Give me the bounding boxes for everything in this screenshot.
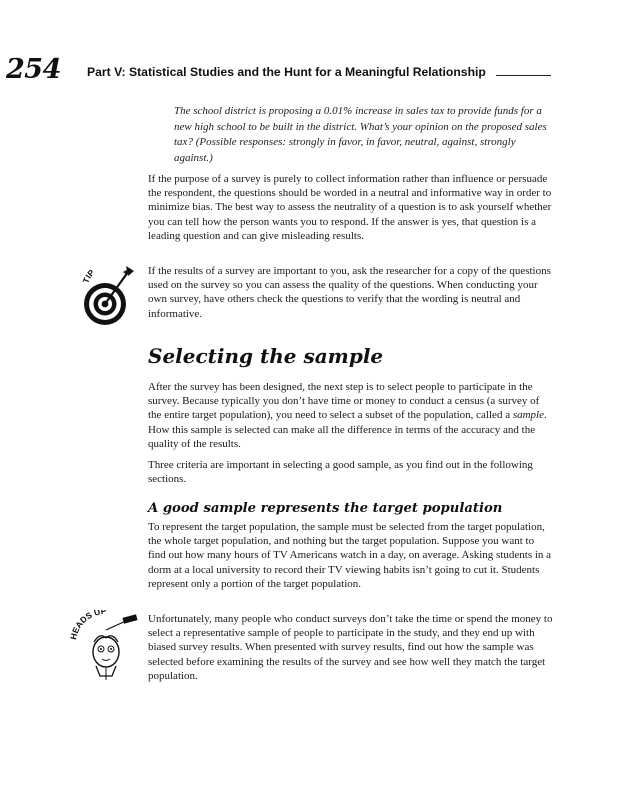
page-number: 254 xyxy=(6,54,61,85)
paragraph-sample-intro xyxy=(148,380,553,451)
svg-text:TIP xyxy=(80,267,96,285)
tip-icon xyxy=(80,262,138,330)
sample-intro-text-2: . How this sample is selected can make all the difference in terms of the accuracy and the quality of the results. xyxy=(148,409,547,450)
section-heading: Selecting the sample xyxy=(148,344,384,368)
heads-up-label: EADS UP xyxy=(70,610,107,635)
paragraph-leading-question: If the purpose of a survey is purely to collect information rather than influence or persuade the respondent, the questions should be worded in a neutral and informative way in order to minimize bias. The best way to assess the neutrality of a question is to ask yourself whether you can tell how the person wants you to respond. If the answer is yes, that question is a leading question and can give misleading results. xyxy=(148,173,552,242)
running-head: Part V: Statistical Studies and the Hunt for a Meaningful Relationship xyxy=(87,65,486,79)
sample-term: sample xyxy=(512,409,544,422)
example-question: The school district is proposing a 0.01% increase in sales tax to provide funds for a new high school to be built in the district. What’s your opinion on the proposed sales tax? (Possible responses: strongly in favor, in favor, neutral, against, strongly against.) xyxy=(174,105,547,165)
paragraph-criteria: Three criteria are important in selecting a good sample, as you find out in the following sections. xyxy=(148,459,533,486)
tip-label: TIP xyxy=(80,267,97,285)
paragraph-heads-up: Unfortunately, many people who conduct surveys don’t take the time or spend the money to select a representative sample of people to participate in the study, and they end up with biased survey results. When presented with survey results, find out how the sample was selected before examining the results of the survey and see how well they match the target population. xyxy=(148,613,553,682)
heads-up-icon xyxy=(70,610,142,690)
subsection-heading: A good sample represents the target population xyxy=(148,501,503,516)
header-rule xyxy=(496,75,551,76)
paragraph-target-population: To represent the target population, the sample must be selected from the target population, the whole target population, and nothing but the target population. Suppose you want to find out how many hours of TV Americans watch in a day, on average. Asking students in a dorm at a local university to record their TV viewing habits isn’t going to cut it. Students represent only a portion of the target population. xyxy=(148,521,552,590)
paragraph-tip: If the results of a survey are important to you, ask the researcher for a copy of the questions used on the survey so you can assess the quality of the questions. When conducting your own survey, have others check the questions to verify that the wording is neutral and informative. xyxy=(148,265,551,320)
sample-intro-text-1: After the survey has been designed, the next step is to select people to participate in the survey. Because typically you don’t have time or money to conduct a census (a survey of the entire target population), you need to select a subset of the population, called a xyxy=(148,381,540,422)
